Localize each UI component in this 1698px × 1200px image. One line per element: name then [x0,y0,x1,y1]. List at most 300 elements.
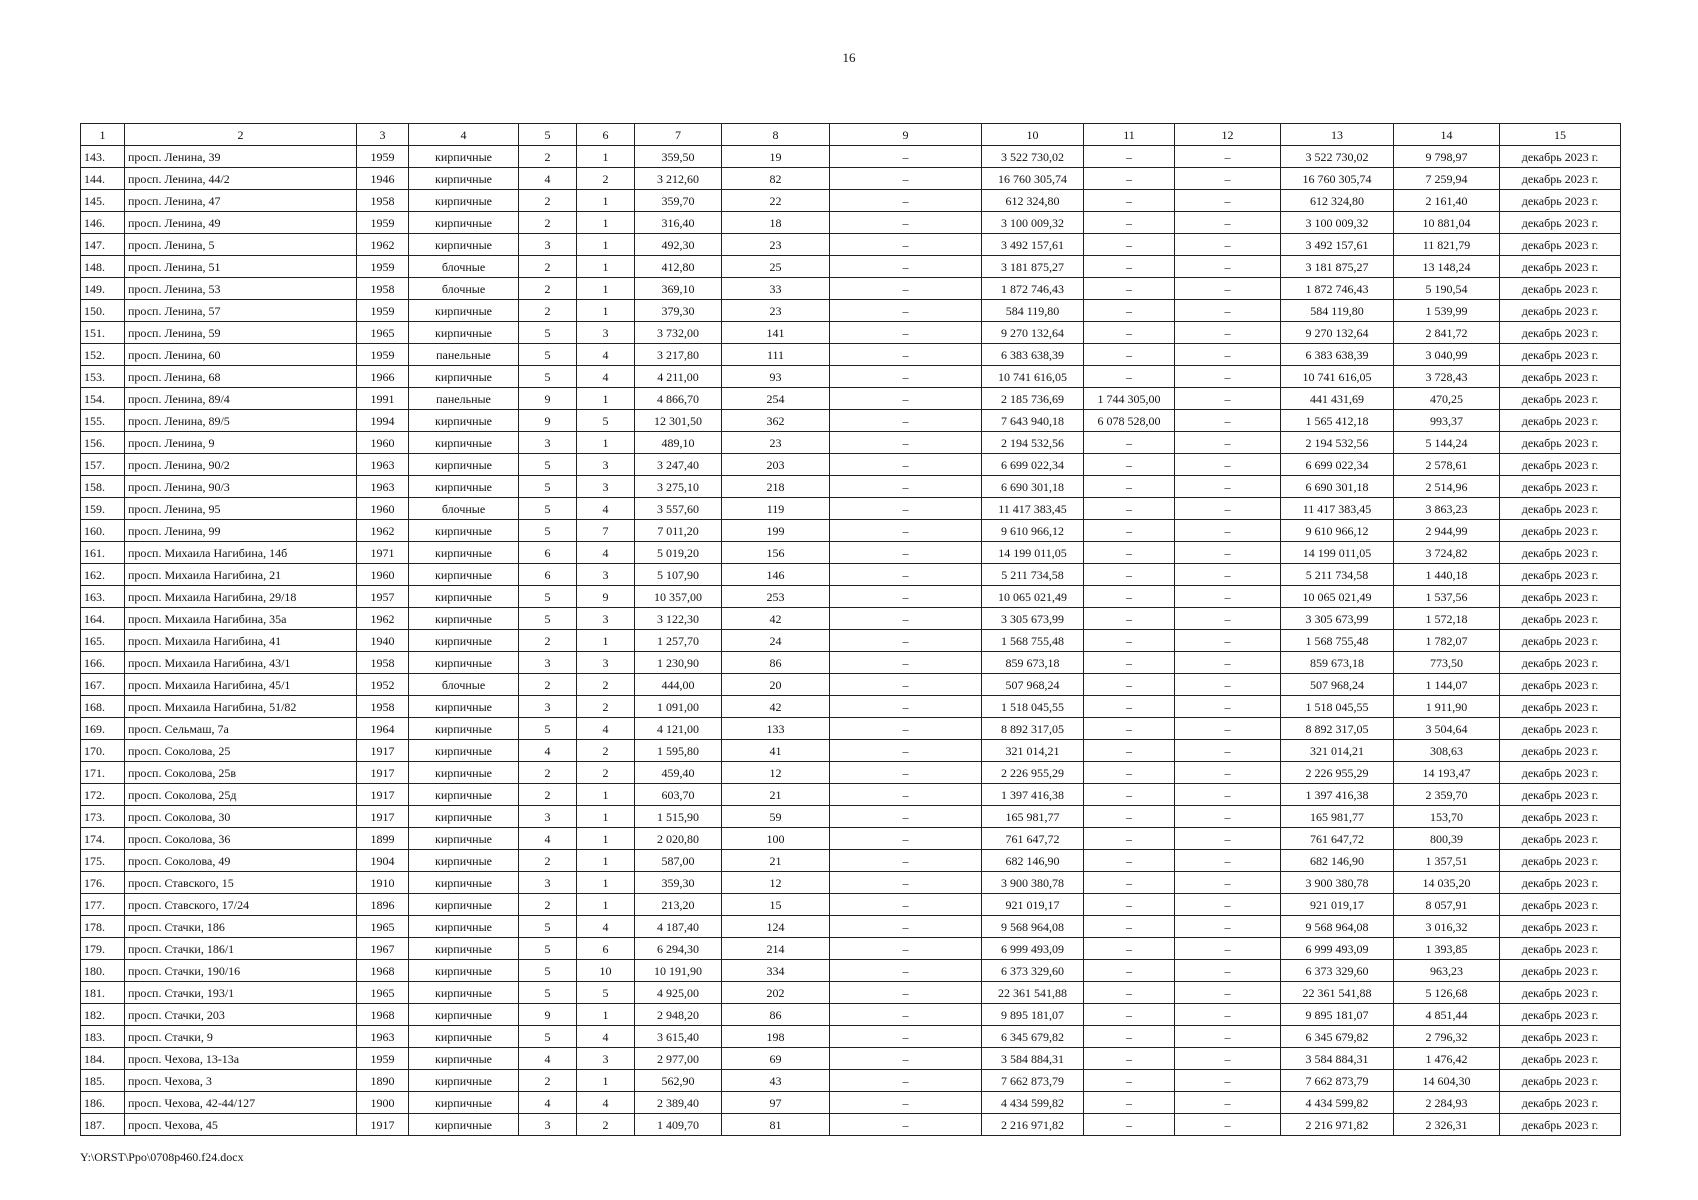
table-cell: 3 122,30 [635,608,722,630]
table-cell: 4 [577,344,635,366]
housing-register-table [80,123,1621,1136]
table-row [81,784,1621,806]
table-cell: 14 199 011,05 [982,542,1084,564]
table-cell: 2 389,40 [635,1092,722,1114]
table-cell: 4 [577,542,635,564]
row-number-cell: 181. [81,982,125,1004]
table-row [81,630,1621,652]
table-cell: – [1084,938,1175,960]
table-cell: 9 270 132,64 [1281,322,1394,344]
table-cell: – [1084,212,1175,234]
table-cell: 1 [577,388,635,410]
table-cell: 6 383 638,39 [982,344,1084,366]
table-cell: 1 [577,806,635,828]
table-cell: 10 065 021,49 [1281,586,1394,608]
table-cell: декабрь 2023 г. [1500,718,1621,740]
table-cell: 42 [722,608,830,630]
table-cell: кирпичные [409,520,519,542]
table-cell: – [1084,872,1175,894]
table-cell: 214 [722,938,830,960]
table-row [81,894,1621,916]
column-header: 4 [409,124,519,146]
table-cell: кирпичные [409,1026,519,1048]
table-cell: декабрь 2023 г. [1500,674,1621,696]
table-cell: 86 [722,1004,830,1026]
table-cell: 7 [577,520,635,542]
table-cell: – [830,564,982,586]
table-cell: – [1175,718,1281,740]
table-cell: – [1084,806,1175,828]
table-row [81,564,1621,586]
table-cell: 1959 [357,300,409,322]
table-cell: декабрь 2023 г. [1500,850,1621,872]
row-number-cell: 159. [81,498,125,520]
table-cell: 369,10 [635,278,722,300]
table-cell: 2 [577,168,635,190]
row-number-cell: 153. [81,366,125,388]
table-cell: 12 301,50 [635,410,722,432]
table-cell: 379,30 [635,300,722,322]
table-cell: 773,50 [1394,652,1500,674]
footer-file-path: Y:\ORST\Ppo\0708p460.f24.docx [80,1150,244,1164]
table-cell: 133 [722,718,830,740]
table-cell: 81 [722,1114,830,1136]
address-cell: просп. Михаила Нагибина, 29/18 [125,586,357,608]
table-cell: – [1084,190,1175,212]
table-row [81,542,1621,564]
table-cell: – [830,1114,982,1136]
table-cell: 1 091,00 [635,696,722,718]
row-number-cell: 183. [81,1026,125,1048]
table-cell: – [1175,740,1281,762]
table-cell: кирпичные [409,190,519,212]
table-cell: 3 522 730,02 [982,146,1084,168]
address-cell: просп. Михаила Нагибина, 43/1 [125,652,357,674]
table-cell: 1965 [357,322,409,344]
table-cell: – [1175,850,1281,872]
table-cell: – [1084,542,1175,564]
table-cell: 3 900 380,78 [1281,872,1394,894]
table-cell: 6 999 493,09 [982,938,1084,960]
table-cell: кирпичные [409,212,519,234]
table-cell: 3 557,60 [635,498,722,520]
table-cell: 2 326,31 [1394,1114,1500,1136]
table-cell: 1900 [357,1092,409,1114]
table-cell: 5 [519,498,577,520]
table-cell: декабрь 2023 г. [1500,1070,1621,1092]
table-row [81,256,1621,278]
row-number-cell: 167. [81,674,125,696]
table-cell: 2 [519,190,577,212]
table-cell: 1 [577,256,635,278]
table-cell: кирпичные [409,828,519,850]
table-cell: кирпичные [409,982,519,1004]
table-cell: 18 [722,212,830,234]
table-cell: 1 [577,630,635,652]
table-cell: декабрь 2023 г. [1500,872,1621,894]
table-cell: 1 518 045,55 [1281,696,1394,718]
table-cell: – [830,938,982,960]
table-cell: – [1084,454,1175,476]
table-cell: 1946 [357,168,409,190]
table-cell: 10 741 616,05 [1281,366,1394,388]
row-number-cell: 178. [81,916,125,938]
table-cell: 1991 [357,388,409,410]
table-cell: – [1084,432,1175,454]
table-cell: – [830,630,982,652]
address-cell: просп. Ленина, 57 [125,300,357,322]
table-cell: – [830,498,982,520]
table-cell: – [1175,498,1281,520]
table-cell: 362 [722,410,830,432]
table-cell: – [1175,454,1281,476]
table-cell: 1965 [357,916,409,938]
table-cell: 1963 [357,1026,409,1048]
table-cell: – [1084,718,1175,740]
table-cell: – [1084,322,1175,344]
address-cell: просп. Ленина, 89/5 [125,410,357,432]
address-cell: просп. Ленина, 39 [125,146,357,168]
table-cell: – [1084,916,1175,938]
table-cell: 3 [577,322,635,344]
address-cell: просп. Ленина, 68 [125,366,357,388]
table-cell: 9 895 181,07 [1281,1004,1394,1026]
row-number-cell: 155. [81,410,125,432]
table-cell: 2 216 971,82 [982,1114,1084,1136]
table-cell: кирпичные [409,234,519,256]
table-cell: 4 [519,828,577,850]
table-cell: 7 259,94 [1394,168,1500,190]
table-cell: 9 610 966,12 [1281,520,1394,542]
table-cell: 4 121,00 [635,718,722,740]
table-cell: 33 [722,278,830,300]
table-cell: 444,00 [635,674,722,696]
address-cell: просп. Ленина, 51 [125,256,357,278]
table-cell: 23 [722,234,830,256]
table-cell: 2 359,70 [1394,784,1500,806]
table-cell: 1968 [357,960,409,982]
table-cell: – [830,520,982,542]
table-cell: 3 275,10 [635,476,722,498]
table-cell: – [1175,586,1281,608]
table-cell: 1 518 045,55 [982,696,1084,718]
table-cell: 2 [519,1070,577,1092]
address-cell: просп. Ленина, 90/2 [125,454,357,476]
table-cell: 603,70 [635,784,722,806]
table-cell: кирпичные [409,1092,519,1114]
table-cell: блочные [409,256,519,278]
table-row [81,212,1621,234]
table-cell: 14 193,47 [1394,762,1500,784]
column-header: 13 [1281,124,1394,146]
table-cell: 6 373 329,60 [1281,960,1394,982]
table-cell: 761 647,72 [1281,828,1394,850]
address-cell: просп. Стачки, 190/16 [125,960,357,982]
table-row [81,300,1621,322]
table-cell: декабрь 2023 г. [1500,454,1621,476]
address-cell: просп. Михаила Нагибина, 45/1 [125,674,357,696]
table-cell: 1 [577,784,635,806]
address-cell: просп. Ленина, 99 [125,520,357,542]
column-header: 14 [1394,124,1500,146]
table-cell: 4 [577,1092,635,1114]
table-cell: 412,80 [635,256,722,278]
table-cell: 4 211,00 [635,366,722,388]
table-cell: 4 851,44 [1394,1004,1500,1026]
address-cell: просп. Ленина, 59 [125,322,357,344]
table-cell: – [1175,410,1281,432]
table-cell: кирпичные [409,542,519,564]
table-cell: декабрь 2023 г. [1500,696,1621,718]
row-number-cell: 143. [81,146,125,168]
table-cell: 492,30 [635,234,722,256]
table-cell: – [1175,894,1281,916]
column-header: 5 [519,124,577,146]
table-cell: 7 662 873,79 [1281,1070,1394,1092]
column-header: 1 [81,124,125,146]
table-cell: – [830,828,982,850]
address-cell: просп. Стачки, 186 [125,916,357,938]
address-cell: просп. Михаила Нагибина, 21 [125,564,357,586]
table-cell: декабрь 2023 г. [1500,388,1621,410]
table-cell: 198 [722,1026,830,1048]
table-cell: – [830,872,982,894]
table-cell: 3 [519,234,577,256]
table-cell: 2 161,40 [1394,190,1500,212]
table-cell: 1 572,18 [1394,608,1500,630]
table-cell: 3 863,23 [1394,498,1500,520]
table-row [81,982,1621,1004]
row-number-cell: 186. [81,1092,125,1114]
table-cell: 4 [519,1092,577,1114]
table-cell: – [830,960,982,982]
table-cell: 59 [722,806,830,828]
table-cell: 10 065 021,49 [982,586,1084,608]
table-cell: 3 212,60 [635,168,722,190]
table-row [81,476,1621,498]
table-cell: – [1175,1004,1281,1026]
table-cell: 1 230,90 [635,652,722,674]
table-cell: – [1084,586,1175,608]
table-cell: 22 [722,190,830,212]
table-cell: – [1084,828,1175,850]
row-number-cell: 182. [81,1004,125,1026]
address-cell: просп. Михаила Нагибина, 41 [125,630,357,652]
table-cell: – [830,388,982,410]
table-cell: – [1175,542,1281,564]
address-cell: просп. Соколова, 25 [125,740,357,762]
table-cell: 1 397 416,38 [982,784,1084,806]
address-cell: просп. Ленина, 5 [125,234,357,256]
table-cell: 2 841,72 [1394,322,1500,344]
table-row [81,432,1621,454]
table-cell: 1959 [357,212,409,234]
table-cell: 9 [519,388,577,410]
table-cell: 1 144,07 [1394,674,1500,696]
table-cell: 1 257,70 [635,630,722,652]
table-cell: 3 [519,806,577,828]
table-cell: – [1084,256,1175,278]
table-cell: – [830,190,982,212]
address-cell: просп. Чехова, 45 [125,1114,357,1136]
column-header: 15 [1500,124,1621,146]
address-cell: просп. Чехова, 13-13а [125,1048,357,1070]
table-cell: – [1175,146,1281,168]
table-cell: 2 [577,1114,635,1136]
table-row [81,454,1621,476]
table-row [81,1114,1621,1136]
table-cell: декабрь 2023 г. [1500,586,1621,608]
table-cell: 1960 [357,498,409,520]
row-number-cell: 168. [81,696,125,718]
table-cell: декабрь 2023 г. [1500,1048,1621,1070]
row-number-cell: 147. [81,234,125,256]
table-cell: 3 724,82 [1394,542,1500,564]
table-cell: 2 [519,278,577,300]
table-cell: 682 146,90 [982,850,1084,872]
address-cell: просп. Стачки, 9 [125,1026,357,1048]
address-cell: просп. Михаила Нагибина, 51/82 [125,696,357,718]
table-cell: декабрь 2023 г. [1500,1004,1621,1026]
table-cell: – [1175,1026,1281,1048]
table-cell: кирпичные [409,652,519,674]
table-cell: 15 [722,894,830,916]
table-cell: – [1175,1070,1281,1092]
table-cell: 9 568 964,08 [982,916,1084,938]
table-cell: – [1084,784,1175,806]
table-cell: 2 284,93 [1394,1092,1500,1114]
table-cell: 24 [722,630,830,652]
address-cell: просп. Ленина, 53 [125,278,357,300]
table-cell: 3 [577,564,635,586]
table-cell: 4 187,40 [635,916,722,938]
table-cell: 3 [577,652,635,674]
table-cell: 100 [722,828,830,850]
table-cell: декабрь 2023 г. [1500,278,1621,300]
table-cell: 1966 [357,366,409,388]
table-cell: 156 [722,542,830,564]
table-cell: декабрь 2023 г. [1500,806,1621,828]
table-cell: – [1175,960,1281,982]
table-cell: 9 [519,1004,577,1026]
table-cell: 4 [577,718,635,740]
table-cell: 254 [722,388,830,410]
table-cell: 11 417 383,45 [1281,498,1394,520]
table-cell: 5 [519,982,577,1004]
table-cell: 1 357,51 [1394,850,1500,872]
table-cell: – [1175,564,1281,586]
table-cell: 1 539,99 [1394,300,1500,322]
table-cell: – [1084,168,1175,190]
address-cell: просп. Ставского, 15 [125,872,357,894]
table-cell: 6 699 022,34 [982,454,1084,476]
table-cell: 6 999 493,09 [1281,938,1394,960]
table-row [81,938,1621,960]
column-header: 8 [722,124,830,146]
table-cell: – [1175,366,1281,388]
table-cell: 2 226 955,29 [982,762,1084,784]
column-header: 3 [357,124,409,146]
table-cell: – [1175,256,1281,278]
table-cell: – [1084,1092,1175,1114]
table-cell: 1 568 755,48 [982,630,1084,652]
table-cell: 1 [577,1004,635,1026]
table-cell: декабрь 2023 г. [1500,344,1621,366]
row-number-cell: 169. [81,718,125,740]
table-cell: 146 [722,564,830,586]
table-cell: 6 078 528,00 [1084,410,1175,432]
table-cell: 8 057,91 [1394,894,1500,916]
table-cell: 69 [722,1048,830,1070]
table-cell: 1959 [357,256,409,278]
table-cell: – [830,806,982,828]
table-cell: 1 568 755,48 [1281,630,1394,652]
table-cell: 20 [722,674,830,696]
table-cell: 3 [519,1114,577,1136]
table-cell: 1964 [357,718,409,740]
table-cell: 2 [577,740,635,762]
table-cell: – [830,344,982,366]
table-cell: 6 345 679,82 [982,1026,1084,1048]
table-cell: 86 [722,652,830,674]
table-cell: 1960 [357,564,409,586]
table-cell: – [830,916,982,938]
table-cell: 584 119,80 [982,300,1084,322]
table-cell: 2 [519,762,577,784]
table-row [81,1092,1621,1114]
table-cell: 43 [722,1070,830,1092]
table-cell: декабрь 2023 г. [1500,608,1621,630]
table-cell: кирпичные [409,1048,519,1070]
table-cell: 1952 [357,674,409,696]
table-cell: 584 119,80 [1281,300,1394,322]
row-number-cell: 185. [81,1070,125,1092]
table-cell: 1 476,42 [1394,1048,1500,1070]
address-cell: просп. Стачки, 193/1 [125,982,357,1004]
table-cell: 3 732,00 [635,322,722,344]
table-cell: 3 040,99 [1394,344,1500,366]
row-number-cell: 166. [81,652,125,674]
table-cell: 800,39 [1394,828,1500,850]
table-cell: кирпичные [409,740,519,762]
table-cell: 321 014,21 [1281,740,1394,762]
table-cell: 1965 [357,982,409,1004]
table-cell: 7 011,20 [635,520,722,542]
table-cell: 3 492 157,61 [1281,234,1394,256]
table-cell: 1 [577,300,635,322]
table-cell: 9 610 966,12 [982,520,1084,542]
table-cell: 1899 [357,828,409,850]
table-cell: 153,70 [1394,806,1500,828]
address-cell: просп. Ленина, 90/3 [125,476,357,498]
table-cell: 321 014,21 [982,740,1084,762]
table-cell: декабрь 2023 г. [1500,432,1621,454]
column-header: 11 [1084,124,1175,146]
table-cell: декабрь 2023 г. [1500,784,1621,806]
table-cell: 165 981,77 [1281,806,1394,828]
row-number-cell: 144. [81,168,125,190]
table-row [81,520,1621,542]
table-cell: 10 357,00 [635,586,722,608]
table-cell: 1 [577,850,635,872]
table-cell: – [1175,234,1281,256]
table-cell: 1958 [357,652,409,674]
table-cell: – [830,322,982,344]
table-cell: – [1084,1004,1175,1026]
table-cell: кирпичные [409,608,519,630]
table-cell: 612 324,80 [982,190,1084,212]
row-number-cell: 175. [81,850,125,872]
